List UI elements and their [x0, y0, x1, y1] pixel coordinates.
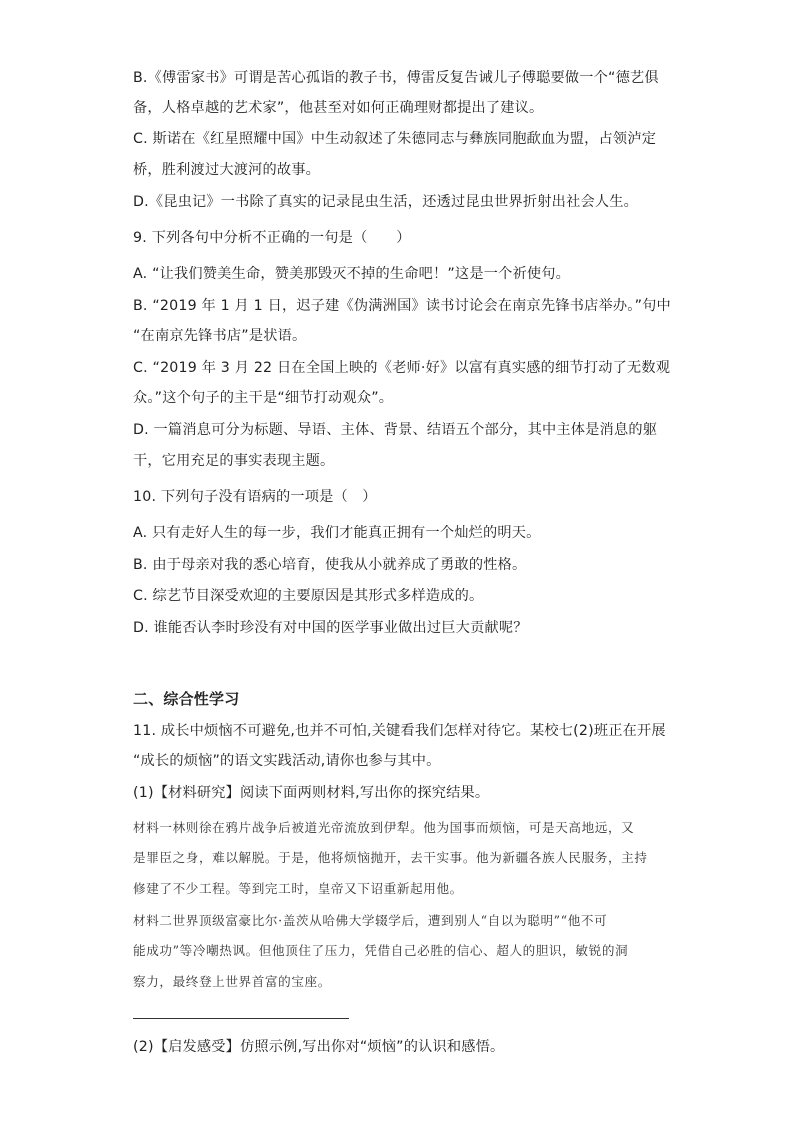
option-8b-line-1: B.《傅雷家书》可谓是苦心孤诣的教子书，傅雷反复告诫儿子傅聪要做一个“德艺俱 [133, 70, 659, 86]
option-10a: A. 只有走好人生的每一步，我们才能真正拥有一个灿烂的明天。 [133, 525, 541, 541]
option-9d-line-1: D. 一篇消息可分为标题、导语、主体、背景、结语五个部分，其中主体是消息的躯 [133, 422, 658, 438]
option-9b-line-2: “在南京先锋书店”是状语。 [133, 328, 307, 344]
option-8c-line-1: C. 斯诺在《红星照耀中国》中生动叙述了朱德同志与彝族同胞歃血为盟，占领泸定 [133, 131, 657, 147]
material-1-line-1: 材料一林则徐在鸦片战争后被道光帝流放到伊犁。他为国事而烦恼，可是天高地远，又 [133, 820, 635, 835]
question-10: 10. 下列句子没有语病的一项是（ ） [133, 489, 377, 505]
option-10c: C. 综艺节目深受欢迎的主要原因是其形式多样造成的。 [133, 588, 484, 604]
option-8c-line-2: 桥，胜利渡过大渡河的故事。 [133, 162, 321, 178]
option-10b: B. 由于母亲对我的悉心培育，使我从小就养成了勇敢的性格。 [133, 557, 527, 573]
question-9: 9. 下列各句中分析不正确的一句是（ ） [133, 230, 411, 246]
material-1-line-2: 是罪臣之身，难以解脱。于是，他将烦恼抛开，去干实事。他为新疆各族人民服务，主持 [133, 850, 648, 865]
option-8b-line-2: 备，人格卓越的艺术家”，他甚至对如何正确理财都提出了建议。 [133, 100, 544, 116]
option-9d-line-2: 干，它用充足的事实表现主题。 [133, 453, 335, 469]
option-10d: D. 谁能否认李时珍没有对中国的医学事业做出过巨大贡献呢？ [133, 620, 528, 636]
question-11-part-2: (2)【启发感受】仿照示例,写出你对“烦恼”的认识和感悟。 [133, 1039, 505, 1055]
material-2-line-3: 察力，最终登上世界首富的宝座。 [133, 974, 331, 989]
question-11-part-1: (1)【材料研究】阅读下面两则材料,写出你的探究结果。 [133, 785, 490, 801]
option-8d: D.《昆虫记》一书除了真实的记录昆虫生活，还透过昆虫世界折射出社会人生。 [133, 194, 639, 210]
option-9a: A. “让我们赞美生命，赞美那毁灭不掉的生命吧！”这是一个祈使句。 [133, 266, 571, 282]
material-1-line-3: 修建了不少工程。等到完工时，皇帝又下诏重新起用他。 [133, 881, 463, 896]
question-11-line-1: 11. 成长中烦恼不可避免,也并不可怕,关键看我们怎样对待它。某校七(2)班正在开展 [133, 723, 666, 739]
divider [133, 1018, 349, 1019]
option-9c-line-1: C. “2019 年 3 月 22 日在全国上映的《老师·好》以富有真实感的细节打动了无数观 [133, 360, 671, 376]
option-9b-line-1: B. “2019 年 1 月 1 日，迟子建《伪满洲国》读书讨论会在南京先锋书店举办。”句中 [133, 298, 671, 314]
question-11-line-2: “成长的烦恼”的语文实践活动,请你也参与其中。 [133, 753, 441, 769]
material-2-line-2: 能成功”等冷嘲热讽。但他顶住了压力，凭借自己必胜的信心、超人的胆识，敏锐的洞 [133, 943, 629, 958]
section-title: 二、综合性学习 [133, 690, 240, 708]
material-2-line-1: 材料二世界顶级富豪比尔·盖茨从哈佛大学辍学后，遭到别人“自以为聪明”“他不可 [133, 913, 608, 928]
option-9c-line-2: 众。”这个句子的主干是“细节打动观众”。 [133, 390, 394, 406]
